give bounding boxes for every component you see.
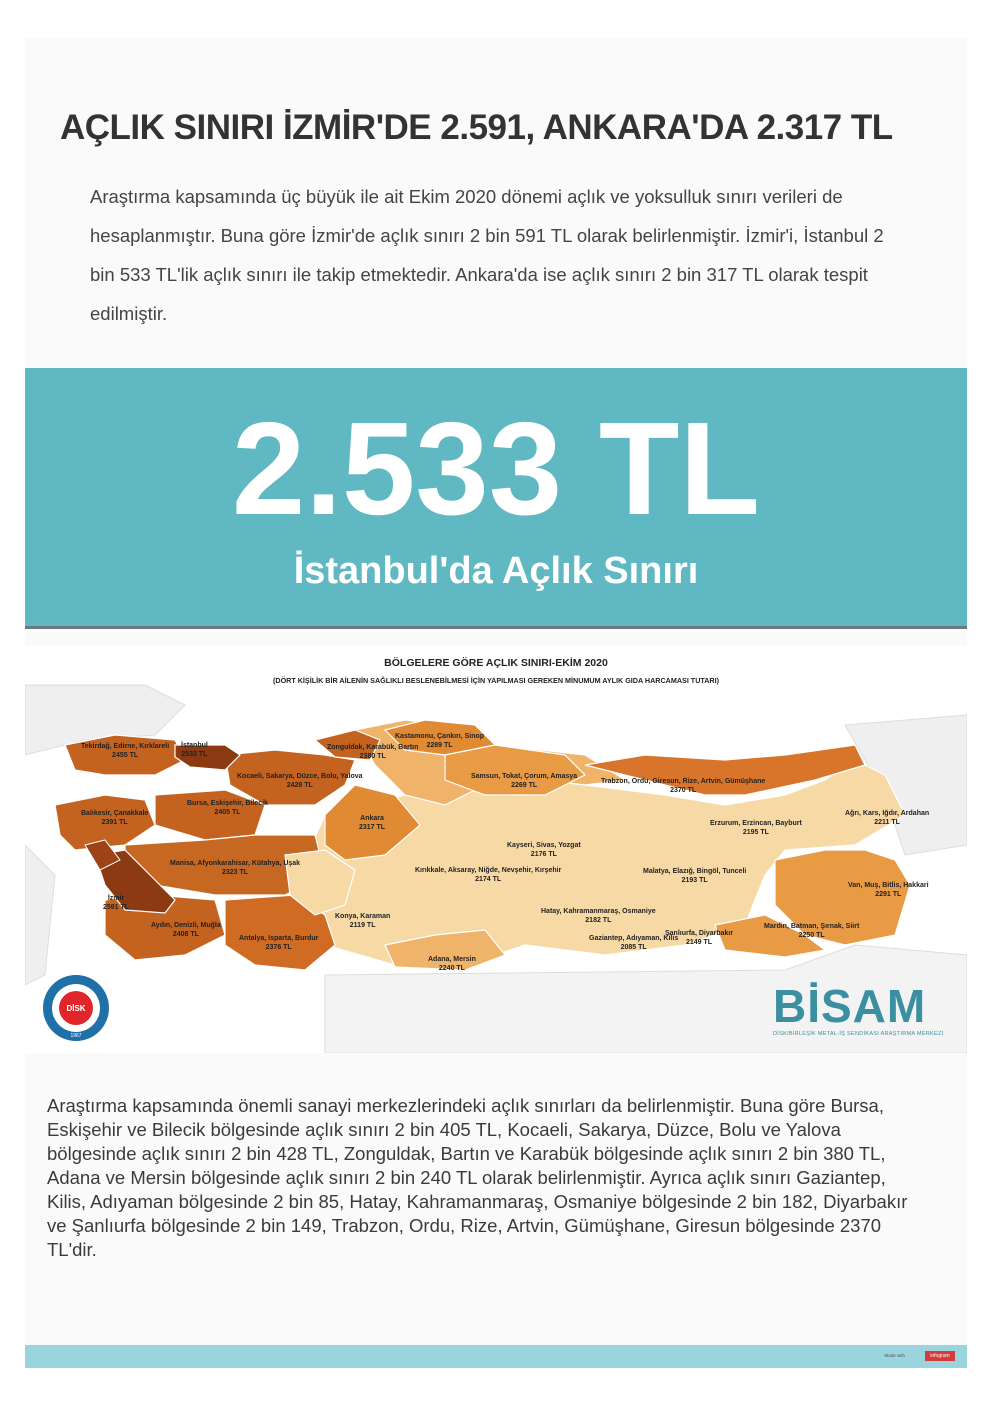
disk-logo-text: DİSK: [66, 1004, 86, 1013]
region-label: Manisa, Afyonkarahisar, Kütahya, Uşak 2323 TL: [170, 860, 301, 876]
region-label: Ağrı, Kars, Iğdır, Ardahan 2211 TL: [845, 810, 930, 826]
footer-bar: [25, 1345, 967, 1368]
region-label: Aydın, Denizli, Muğla 2408 TL: [151, 922, 221, 938]
region-label: Samsun, Tokat, Çorum, Amasya 2269 TL: [471, 773, 578, 789]
region-label: Tekirdağ, Edirne, Kırklareli 2455 TL: [81, 743, 170, 759]
region-label: Erzurum, Erzincan, Bayburt 2195 TL: [710, 820, 802, 836]
region-label: Adana, Mersin 2240 TL: [428, 956, 476, 972]
body-paragraph: Araştırma kapsamında önemli sanayi merkezlerindeki açlık sınırları da belirlenmiştir. Buna göre Bursa, Eskişehir ve Bilecik bölgesinde açlık sınırı 2 bin 405 TL, Kocaeli, Sakarya, Düzce, Bolu ve Yalova bölgesinde açlık sınırı 2 bin 428 TL, Zonguldak, Bartın ve Karabük bölgesinde açlık sınırı 2 bin 380 TL, Adana ve Mersin bölgesinde açlık sınırı 2 bin 240 TL olarak belirlenmiştir. Ayrıca açlık sınırı Gaziantep, Kilis, Adıyaman bölgesinde 2 bin 85, Hatay, Kahramanmaraş, Osmaniye bölgesinde 2 bin 182, Diyarbakır ve Şanlıurfa bölgesinde 2 bin 149, Trabzon, Ordu, Rize, Artvin, Gümüşhane, Giresun bölgesinde 2370 TL'dir.: [47, 1095, 908, 1260]
region-label: Konya, Karaman 2119 TL: [335, 913, 391, 929]
disk-logo-year: 1967: [70, 1033, 82, 1039]
highlight-value: 2.533 TL: [231, 395, 761, 542]
region-label: Şanlıurfa, Diyarbakır 2149 TL: [665, 930, 734, 946]
region-label: Malatya, Elazığ, Bingöl, Tunceli 2193 TL: [643, 868, 747, 884]
infogram-badge[interactable]: infogram: [925, 1351, 955, 1361]
bisam-logo-subtitle: DİSK/BİRLEŞİK METAL-İŞ SENDİKASI ARAŞTIRMA MERKEZİ: [773, 1031, 944, 1037]
highlight-label: İstanbul'da Açlık Sınırı: [293, 550, 699, 592]
intro-paragraph: Araştırma kapsamında üç büyük ile ait Ekim 2020 dönemi açlık ve yoksulluk sınırı verileri de hesaplanmıştır. Buna göre İzmir'de açlık sınırı 2 bin 591 TL olarak belirlenmiştir. İzmir'i, İstanbul 2 bin 533 TL'lik açlık sınırı ile takip etmektedir. Ankara'da ise açlık sınırı 2 bin 317 TL olarak tespit edilmiştir.: [90, 186, 884, 324]
region-label: Balıkesir, Çanakkale 2391 TL: [81, 810, 149, 826]
region-label: İstanbul 2533 TL: [181, 742, 208, 758]
region-label: Kocaeli, Sakarya, Düzce, Bolu, Yalova 2428 TL: [237, 773, 363, 789]
region-label: Kayseri, Sivas, Yozgat 2176 TL: [507, 842, 581, 858]
region-label: Hatay, Kahramanmaraş, Osmaniye 2182 TL: [541, 908, 656, 924]
region-label: Mardin, Batman, Şırnak, Siirt 2250 TL: [764, 923, 860, 939]
region-label: Trabzon, Ordu, Giresun, Rize, Artvin, Gümüşhane 2370 TL: [601, 778, 766, 794]
bisam-logo: [773, 981, 953, 1037]
region-label: Van, Muş, Bitlis, Hakkari 2291 TL: [848, 882, 929, 898]
region-label: Kastamonu, Çankırı, Sinop 2289 TL: [395, 733, 485, 749]
region-label: İzmir 2591 TL: [103, 895, 130, 911]
region-label: Kırıkkale, Aksaray, Niğde, Nevşehir, Kırşehir 2174 TL: [415, 867, 562, 883]
map-title: BÖLGELERE GÖRE AÇLIK SINIRI-EKİM 2020: [384, 657, 608, 669]
hunger-map: [25, 645, 967, 1053]
map-subtitle: (DÖRT KİŞİLİK BİR AİLENİN SAĞLIKLI BESLENEBİLMESİ İÇİN YAPILMASI GEREKEN MİNUMUM AYLIK GIDA HARCAMASI TUTARI): [272, 676, 720, 685]
region-label: Ankara 2317 TL: [359, 815, 386, 831]
region-label: Bursa, Eskişehir, Bilecik 2405 TL: [187, 800, 268, 816]
region-label: Zonguldak, Karabük, Bartın 2380 TL: [327, 744, 419, 760]
bisam-logo-word: BİSAM: [773, 980, 927, 1032]
page-title: AÇLIK SINIRI İZMİR'DE 2.591, ANKARA'DA 2.317 TL: [60, 108, 893, 147]
region-label: Antalya, Isparta, Burdur 2376 TL: [239, 935, 319, 951]
disk-logo: [41, 973, 111, 1043]
region-label: Gaziantep, Adıyaman, Kilis 2085 TL: [589, 935, 679, 951]
highlight-banner: [25, 368, 967, 629]
neighbor-land: [25, 845, 55, 985]
footer-credit: Made with: [884, 1353, 905, 1358]
